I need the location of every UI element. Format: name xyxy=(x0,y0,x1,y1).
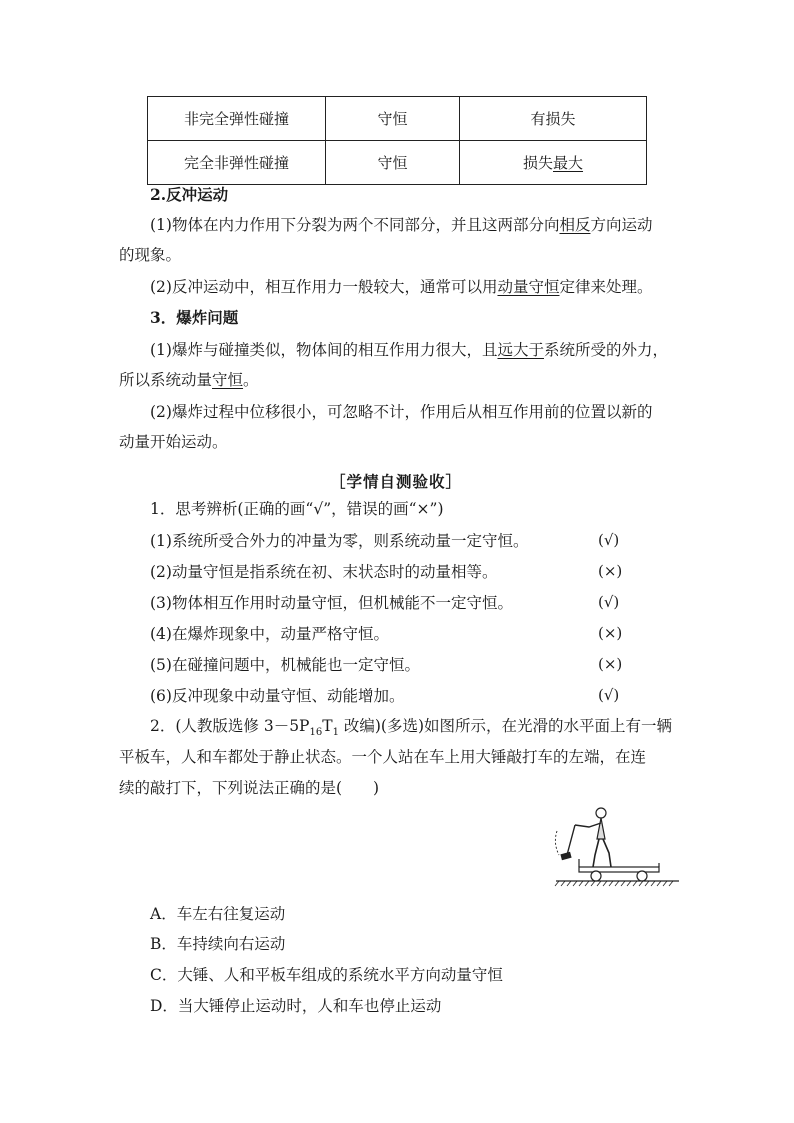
text: 所以系统动量 xyxy=(119,371,213,389)
recoil-paragraph-2 xyxy=(150,277,653,297)
hammer-cart-figure xyxy=(551,803,681,893)
recoil-paragraph-1 xyxy=(150,215,653,235)
q2-option-d: D．当大锤停止运动时，人和车也停止运动 xyxy=(150,997,442,1015)
subscript: 1 xyxy=(332,727,339,739)
collision-table xyxy=(147,96,647,185)
explosion-paragraph-2: (2)爆炸过程中位移很小，可忽略不计，作用后从相互作用前的位置以新的 xyxy=(150,403,653,421)
q2-stem-line-1 xyxy=(150,716,672,743)
table-cell xyxy=(460,141,647,185)
q1-answer-mark: (×) xyxy=(598,655,623,673)
text: 改编)(多选)如图所示，在光滑的水平面上有一辆 xyxy=(338,717,673,735)
table-cell: 非完全弹性碰撞 xyxy=(148,97,326,141)
q1-answer-mark: (√) xyxy=(598,531,620,549)
q1-item: (2)动量守恒是指系统在初、末状态时的动量相等。 xyxy=(150,563,498,581)
q1-item: (4)在爆炸现象中，动量严格守恒。 xyxy=(150,625,389,643)
table-cell: 守恒 xyxy=(326,141,460,185)
explosion-heading: 3．爆炸问题 xyxy=(150,308,239,327)
section-banner: ［学情自测验收］ xyxy=(330,472,463,491)
underlined-term: 远大于 xyxy=(497,341,544,359)
explosion-paragraph-1-cont xyxy=(119,370,259,390)
text: 定律来处理。 xyxy=(559,278,653,296)
q1-answer-mark: (√) xyxy=(598,686,620,704)
table-row xyxy=(148,141,647,185)
recoil-heading: 2.反冲运动 xyxy=(150,185,229,204)
explosion-paragraph-2-cont: 动量开始运动。 xyxy=(119,433,228,451)
explosion-paragraph-1 xyxy=(150,340,668,360)
text: (1)爆炸与碰撞类似，物体间的相互作用力很大，且 xyxy=(150,341,498,359)
table-cell: 守恒 xyxy=(326,97,460,141)
q2-stem-line-3: 续的敲打下，下列说法正确的是( ) xyxy=(119,779,380,797)
table-row xyxy=(148,97,647,141)
text: 2．(人教版选修 3－5P xyxy=(150,717,310,735)
recoil-paragraph-1-cont: 的现象。 xyxy=(119,246,182,264)
underlined-term: 守恒 xyxy=(212,371,244,389)
cell-text: 损失 xyxy=(522,154,553,172)
text: (1)物体在内力作用下分裂为两个不同部分，并且这两部分向 xyxy=(150,216,560,234)
q1-title: 1．思考辨析(正确的画“√”，错误的画“×”) xyxy=(150,500,444,518)
subscript: 16 xyxy=(309,727,323,739)
q1-answer-mark: (×) xyxy=(598,624,623,642)
text: (2)反冲运动中，相互作用力一般较大，通常可以用 xyxy=(150,278,498,296)
text: 。 xyxy=(243,371,259,389)
q1-item: (5)在碰撞问题中，机械能也一定守恒。 xyxy=(150,656,420,674)
text: T xyxy=(322,717,333,735)
q1-item: (1)系统所受合外力的冲量为零，则系统动量一定守恒。 xyxy=(150,532,529,550)
q2-option-c: C．大锤、人和平板车组成的系统水平方向动量守恒 xyxy=(150,966,503,984)
q1-answer-mark: (√) xyxy=(598,593,620,611)
underlined-term: 最大 xyxy=(553,154,584,172)
text: 方向运动 xyxy=(590,216,653,234)
underlined-term: 动量守恒 xyxy=(497,278,560,296)
q1-item: (6)反冲现象中动量守恒、动能增加。 xyxy=(150,687,405,705)
table-cell: 有损失 xyxy=(460,97,647,141)
underlined-term: 相反 xyxy=(559,216,591,234)
q1-answer-mark: (×) xyxy=(598,562,623,580)
q2-stem-line-2: 平板车，人和车都处于静止状态。一个人站在车上用大锤敲打车的左端，在连 xyxy=(119,748,647,766)
q2-option-b: B．车持续向右运动 xyxy=(150,935,286,953)
table-cell: 完全非弹性碰撞 xyxy=(148,141,326,185)
q2-option-a: A．车左右往复运动 xyxy=(150,905,286,923)
q1-item: (3)物体相互作用时动量守恒，但机械能不一定守恒。 xyxy=(150,594,513,612)
text: 系统所受的外力， xyxy=(543,341,668,359)
